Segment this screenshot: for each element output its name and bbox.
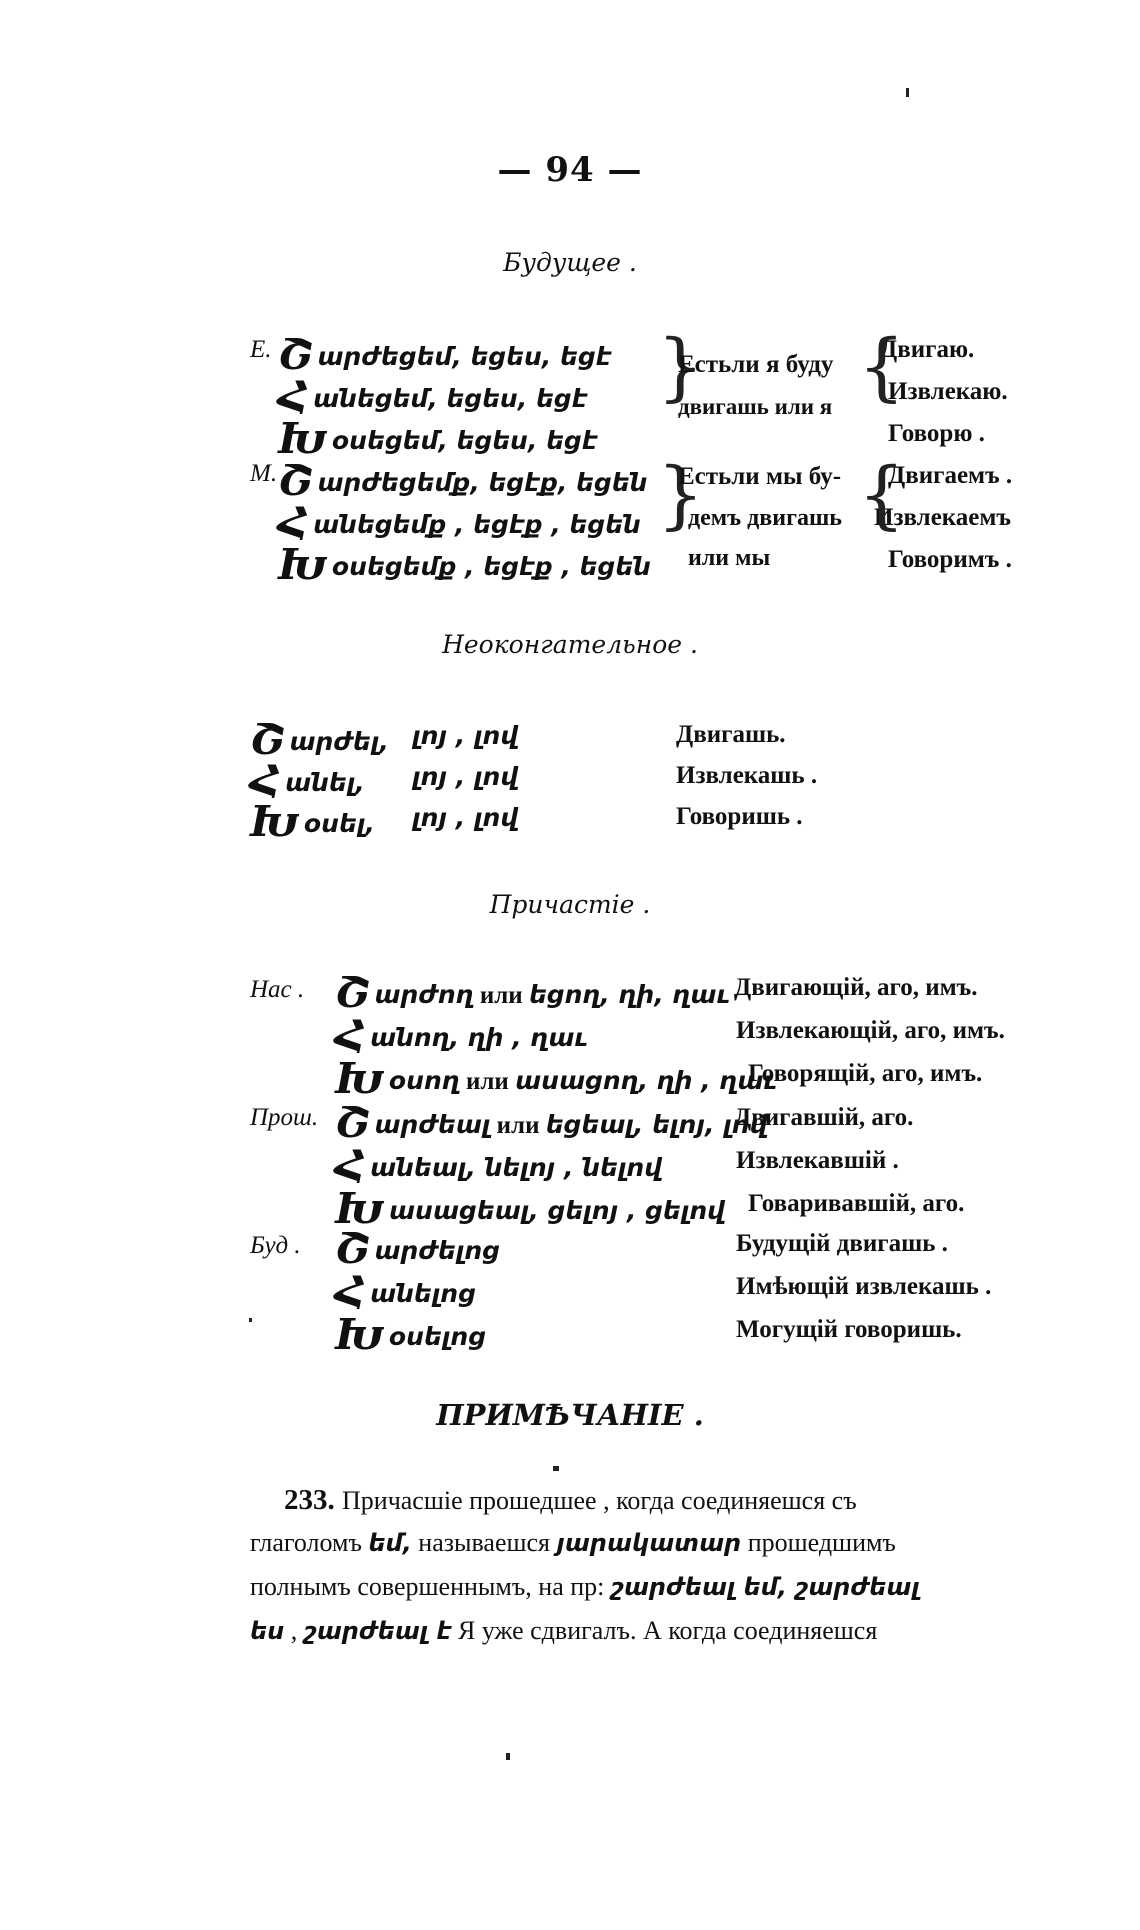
note-text: , [284,1616,304,1645]
note-line [250,1616,877,1646]
section-infinitive-heading: Неоконгательное . [442,630,698,659]
paragraph-number: 233. [284,1484,342,1516]
speck [506,1753,510,1760]
brace-right: { [858,452,906,538]
armenian-form: արժելոց [374,1236,501,1265]
participle-present-form [335,1011,588,1060]
armenian-form: ասացող, ղի , ղաւ [515,1066,777,1095]
armenian-capital: Խ [335,1184,385,1233]
armenian-form: արժող [374,980,474,1009]
infinitive-endings: լոյ , լով [412,762,519,791]
brace-left: } [657,324,705,410]
future-plural-translation: Говоримъ . [888,546,1012,573]
armenian-capital: Հ [278,498,309,547]
conjunction-or: или [459,1068,516,1095]
participle-past-translation: Говаривавшій, аго. [748,1190,965,1217]
note-text: Причасшіе прошедшее , когда соединяешся съ [342,1486,857,1515]
speck [553,1466,559,1471]
armenian-capital: Հ [278,372,309,421]
future-singular-translation: Говорю . [888,420,985,447]
armenian-term: յարակատար [556,1529,742,1557]
armenian-form: արժեցեմք, եցէք, եցեն [317,468,648,497]
armenian-form: ասացեալ, ցելոյ , ցելով [388,1196,726,1225]
armenian-form: օսելոց [388,1322,487,1351]
armenian-form: անելոց [369,1279,476,1308]
future-plural-label: М. [250,460,278,487]
armenian-term: ես [250,1617,285,1645]
note-text: Я уже сдвигалъ. А когда соединяешся [451,1616,878,1645]
armenian-form: արժել, [289,727,389,756]
participle-past-form [335,1098,767,1147]
future-middle-line: Естьли мы бу- [678,463,842,490]
armenian-capital: Հ [250,756,281,805]
armenian-form: եցող, ղի, ղաւ [528,980,730,1009]
participle-present-translation: Извлекающій, аго, имъ. [736,1017,1005,1044]
future-middle-line: или мы [688,545,771,571]
future-plural-translation: Двигаемъ . [888,462,1013,489]
armenian-term: շարժեալ է [303,1617,452,1645]
note-text: глаголомъ [250,1528,369,1557]
participle-future-translation: Будущій двигашь . [736,1230,948,1257]
infinitive-form [250,797,375,846]
participle-future-label: Буд . [250,1232,301,1259]
armenian-term: եմ, [368,1529,412,1557]
section-participle-heading: Причастіе . [489,890,651,919]
armenian-form: եցեալ, ելոյ, լով [545,1110,768,1139]
armenian-form: անեցեմք , եցէք , եցեն [312,510,641,539]
brace-right: { [858,324,906,410]
participle-past-translation: Извлекавшій . [736,1147,899,1174]
future-middle-line: демъ двигашь [688,505,842,531]
participle-future-form [335,1310,486,1359]
future-middle-line: Естьли я буду [678,351,834,378]
armenian-capital: Խ [335,1310,385,1359]
armenian-capital: Շ [250,715,286,764]
armenian-form: անող, ղի , ղաւ [369,1023,588,1052]
future-middle-line: двигашь или я [678,394,833,419]
conjunction-or: или [490,1112,546,1139]
armenian-form: օսեցեմք , եցէք , եցեն [331,552,651,581]
armenian-capital: Հ [335,1011,366,1060]
armenian-form: արժեալ [374,1110,491,1139]
future-plural-translation: Извлекаемъ [874,504,1012,531]
armenian-capital: Խ [250,797,300,846]
armenian-capital: Շ [278,330,314,379]
speck [249,1318,252,1322]
participle-present-label: Нас . [250,976,305,1003]
participle-present-translation: Говорящій, аго, имъ. [748,1060,983,1087]
participle-past-form [335,1141,662,1190]
participle-past-translation: Двигавшій, аго. [734,1104,914,1131]
section-future-heading: Будущее . [503,248,637,277]
future-singular-translation: Двигаю. [880,336,975,363]
infinitive-endings: լոյ , լով [412,721,519,750]
note-text: прошедшимъ [741,1528,896,1557]
armenian-capital: Խ [278,414,328,463]
participle-past-label: Прош. [250,1104,319,1131]
armenian-form: անել, [284,768,365,797]
participle-present-translation: Двигающій, аго, имъ. [734,974,978,1001]
armenian-capital: Հ [335,1267,366,1316]
page-number: — 94 — [497,150,643,190]
armenian-form: օսել, [303,809,375,838]
armenian-capital: Շ [335,1098,371,1147]
infinitive-translation: Говоришь . [676,803,803,830]
participle-future-translation: Имѣющій извлекашь . [736,1273,992,1300]
note-text: называешся [411,1528,557,1557]
speck [906,88,909,97]
armenian-capital: Շ [335,1224,371,1273]
participle-present-form [335,968,730,1017]
note-text: полнымъ совершеннымъ, на пр: [250,1572,611,1601]
armenian-capital: Շ [278,456,314,505]
participle-future-form [335,1267,476,1316]
armenian-form: արժեցեմ, եցես, եցէ [317,342,612,371]
future-plural-form [278,540,651,589]
armenian-capital: Խ [335,1054,385,1103]
armenian-capital: Շ [335,968,371,1017]
participle-future-form [335,1224,500,1273]
infinitive-translation: Двигашь. [676,721,786,748]
armenian-form: օսող [388,1066,460,1095]
armenian-form: անեցեմ, եցես, եցէ [312,384,588,413]
note-heading: ПРИМѢЧАНІЕ . [436,1398,704,1432]
armenian-term: շարժեալ եմ, շարժեալ [610,1573,920,1601]
participle-future-translation: Могущій говоришь. [736,1316,962,1343]
armenian-capital: Խ [278,540,328,589]
armenian-form: անեալ, նելոյ , նելով [369,1153,663,1182]
armenian-form: օսեցեմ, եցես, եցէ [331,426,598,455]
note-line [284,1484,857,1517]
future-singular-translation: Извлекаю. [888,378,1008,405]
participle-present-form [335,1054,777,1103]
infinitive-endings: լոյ , լով [412,803,519,832]
infinitive-translation: Извлекашь . [676,762,818,789]
note-line [250,1572,920,1602]
note-line [250,1528,896,1558]
future-singular-label: Е. [250,336,272,363]
conjunction-or: или [473,982,529,1009]
armenian-capital: Հ [335,1141,366,1190]
brace-left: } [657,452,705,538]
